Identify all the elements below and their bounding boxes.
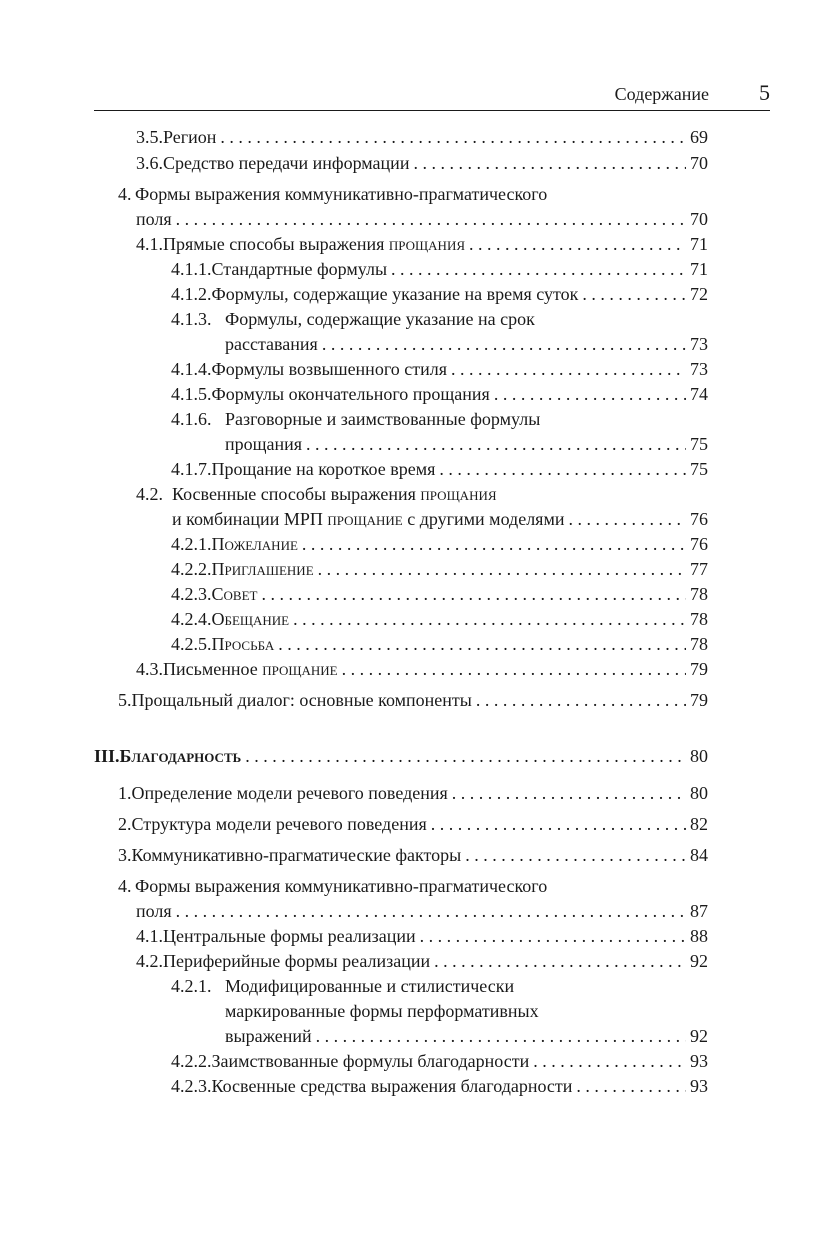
- toc-entry: [171, 532, 708, 556]
- toc-entry: [171, 557, 708, 581]
- toc-entry-title: Периферийные формы реализации: [163, 951, 431, 971]
- dot-leader: [431, 812, 686, 836]
- toc-entry-title: [172, 507, 565, 531]
- dot-leader: [469, 232, 686, 256]
- toc-entry-page: 74: [690, 384, 708, 404]
- toc-entry: [225, 432, 708, 456]
- toc-entry: [225, 332, 708, 356]
- toc-entry-title: поля: [136, 901, 172, 921]
- dot-leader: [176, 899, 686, 923]
- dot-leader: [533, 1049, 686, 1073]
- toc-entry-number: 4.: [118, 876, 132, 896]
- toc-entry-title: Модифицированные и стилистически: [225, 976, 515, 996]
- toc-entry-title-text: и комбинации МРП: [172, 509, 323, 529]
- toc-entry-number: 4.2.4.: [171, 609, 212, 629]
- toc-entry-title-text: с другими моделями: [407, 509, 565, 529]
- toc-entry-title: Приглашение: [211, 559, 314, 579]
- toc-entry-title: Косвенные способы выражения: [172, 484, 416, 504]
- toc-entry-number: 4.2.1.: [171, 976, 212, 996]
- toc-entry-number: 4.1.6.: [171, 409, 212, 429]
- running-header-section: Содержание: [614, 84, 709, 104]
- toc-entry-page: 70: [690, 209, 708, 229]
- toc-entry-title: выражений: [225, 1026, 312, 1046]
- toc-entry-page: 92: [690, 951, 708, 971]
- toc-entry-title-text: Письменное: [163, 659, 258, 679]
- page-number: 5: [759, 80, 770, 105]
- toc-entry-title: Заимствованные формулы благодарности: [211, 1051, 530, 1071]
- toc-entry-page: 71: [690, 259, 708, 279]
- toc-entry-page: 78: [690, 634, 708, 654]
- toc-entry-number: 4.2.3.: [171, 1076, 212, 1096]
- toc-entry-title: Пожелание: [211, 534, 298, 554]
- dot-leader: [220, 125, 686, 149]
- toc-entry-line: [171, 307, 535, 331]
- toc-entry-page: 82: [690, 814, 708, 834]
- toc-entry-title: Регион: [163, 127, 217, 147]
- toc-entry-number: 4.1.5.: [171, 384, 212, 404]
- toc-entry-title-text: Прямые способы выражения: [163, 234, 385, 254]
- toc-entry-title: Стандартные формулы: [211, 259, 388, 279]
- toc-entry-page: 92: [690, 1026, 708, 1046]
- dot-leader: [569, 507, 687, 531]
- toc-entry-title: [163, 232, 465, 256]
- toc-entry: [171, 357, 708, 381]
- dot-leader: [451, 357, 686, 381]
- toc-entry-page: 75: [690, 459, 708, 479]
- toc-entry: [136, 232, 708, 256]
- toc-entry-line: [225, 999, 539, 1023]
- toc-entry-page: 78: [690, 584, 708, 604]
- toc-chapter-entry: [94, 744, 708, 768]
- toc-entry: [171, 1049, 708, 1073]
- toc-entry-title: Формулы, содержащие указание на срок: [225, 309, 535, 329]
- toc-entry: [171, 632, 708, 656]
- dot-leader: [306, 432, 686, 456]
- toc-entry-page: 76: [690, 534, 708, 554]
- toc-entry-title: Разговорные и заимствованные формулы: [225, 409, 541, 429]
- toc-entry: [171, 382, 708, 406]
- toc-entry-title: Прощание на короткое время: [211, 459, 436, 479]
- dot-leader: [494, 382, 686, 406]
- toc-entry: [171, 282, 708, 306]
- toc-entry-number: 4.2.2.: [171, 559, 212, 579]
- toc-entry-title: Обещание: [211, 609, 290, 629]
- toc-entry-line: [136, 482, 497, 506]
- toc-entry-line: [118, 874, 547, 898]
- toc-entry-page: 70: [690, 153, 708, 173]
- toc-entry-page: 79: [690, 690, 708, 710]
- toc-entry: [171, 257, 708, 281]
- toc-entry-title: Формы выражения коммуникативно-прагматического: [135, 876, 548, 896]
- dot-leader: [452, 781, 686, 805]
- toc-entry: [118, 812, 708, 836]
- toc-entry-page: 75: [690, 434, 708, 454]
- toc-entry-page: 73: [690, 359, 708, 379]
- toc-entry-number: 4.1.7.: [171, 459, 212, 479]
- toc-entry-number: 5.: [118, 690, 132, 710]
- toc-entry-title: Формулы окончательного прощания: [211, 384, 490, 404]
- toc-entry-title: Косвенные средства выражения благодарности: [211, 1076, 573, 1096]
- toc-entry-page: 84: [690, 845, 708, 865]
- toc-entry-page: 93: [690, 1051, 708, 1071]
- toc-entry: [136, 657, 708, 681]
- dot-leader: [342, 657, 686, 681]
- toc-entry-number: 2.: [118, 814, 132, 834]
- dot-leader: [316, 1024, 686, 1048]
- toc-entry: [171, 1074, 708, 1098]
- toc-entry-title: Просьба: [211, 634, 275, 654]
- toc-entry-title: Средство передачи информации: [163, 153, 410, 173]
- toc-entry-page: 69: [690, 127, 708, 147]
- toc-entry-number: 4.1.2.: [171, 284, 212, 304]
- toc-entry-number: 4.2.1.: [171, 534, 212, 554]
- toc-entry: [136, 899, 708, 923]
- dot-leader: [439, 457, 686, 481]
- toc-entry-number: 1.: [118, 783, 132, 803]
- dot-leader: [476, 688, 686, 712]
- toc-entry: [136, 207, 708, 231]
- toc-entry-title-smallcaps: прощание: [327, 509, 403, 529]
- toc-entry-title: Центральные формы реализации: [163, 926, 416, 946]
- toc-entry-page: 93: [690, 1076, 708, 1096]
- toc-entry-page: 76: [690, 509, 708, 529]
- dot-leader: [413, 151, 686, 175]
- toc-entry: [118, 843, 708, 867]
- running-header: [94, 80, 770, 111]
- toc-entry-title: Благодарность: [119, 746, 242, 766]
- toc-entry: [136, 151, 708, 175]
- dot-leader: [245, 744, 686, 768]
- toc-entry: [136, 949, 708, 973]
- toc-entry: [118, 688, 708, 712]
- toc-entry-title-smallcaps: прощание: [262, 659, 338, 679]
- dot-leader: [582, 282, 686, 306]
- toc-entry-title-smallcaps: прощания: [420, 484, 497, 504]
- toc-entry-title: Прощальный диалог: основные компоненты: [131, 690, 472, 710]
- toc-entry: [172, 507, 708, 531]
- dot-leader: [318, 557, 686, 581]
- toc-entry-title: Коммуникативно-прагматические факторы: [131, 845, 462, 865]
- toc-entry-page: 79: [690, 659, 708, 679]
- toc-entry: [225, 1024, 708, 1048]
- toc-entry-number: 4.3.: [136, 659, 163, 679]
- toc-entry-title: Определение модели речевого поведения: [131, 783, 448, 803]
- dot-leader: [391, 257, 686, 281]
- toc-entry-number: 4.1.1.: [171, 259, 212, 279]
- toc-entry: [171, 607, 708, 631]
- dot-leader: [302, 532, 686, 556]
- toc-entry-page: 80: [690, 746, 708, 766]
- toc-entry-title: Формулы, содержащие указание на время суток: [211, 284, 579, 304]
- toc-entry-title: [163, 657, 338, 681]
- dot-leader: [261, 582, 686, 606]
- toc-entry: [136, 125, 708, 149]
- toc-entry-number: 4.: [118, 184, 132, 204]
- toc-entry-page: 78: [690, 609, 708, 629]
- toc-entry-page: 72: [690, 284, 708, 304]
- toc-entry: [136, 924, 708, 948]
- toc-entry-number: 4.2.: [136, 484, 163, 504]
- toc-entry-title: расставания: [225, 334, 318, 354]
- toc-entry-title: Совет: [211, 584, 258, 604]
- toc-entry-page: 88: [690, 926, 708, 946]
- toc-entry-title: поля: [136, 209, 172, 229]
- toc-entry-title-smallcaps: прощания: [388, 234, 466, 254]
- toc-entry-title: Формулы возвышенного стиля: [211, 359, 448, 379]
- toc-entry-title: маркированные формы перформативных: [225, 1001, 539, 1021]
- dot-leader: [576, 1074, 686, 1098]
- toc-entry-page: 71: [690, 234, 708, 254]
- toc-entry-title: Формы выражения коммуникативно-прагматического: [135, 184, 548, 204]
- dot-leader: [278, 632, 686, 656]
- toc-entry: [118, 781, 708, 805]
- dot-leader: [465, 843, 686, 867]
- toc-entry-number: 3.: [118, 845, 132, 865]
- toc-entry-line: [118, 182, 547, 206]
- toc-entry-number: III.: [94, 746, 120, 766]
- toc-entry: [171, 457, 708, 481]
- toc-entry: [171, 582, 708, 606]
- toc-entry-number: 4.1.: [136, 234, 163, 254]
- toc-entry-page: 80: [690, 783, 708, 803]
- toc-entry-title: Структура модели речевого поведения: [131, 814, 427, 834]
- dot-leader: [293, 607, 686, 631]
- dot-leader: [434, 949, 686, 973]
- toc-entry-number: 4.1.: [136, 926, 163, 946]
- toc-entry-page: 73: [690, 334, 708, 354]
- toc-entry-number: 4.1.3.: [171, 309, 212, 329]
- toc-entry-number: 4.1.4.: [171, 359, 212, 379]
- dot-leader: [420, 924, 686, 948]
- toc-entry-number: 3.6.: [136, 153, 163, 173]
- toc-entry-number: 4.2.2.: [171, 1051, 212, 1071]
- toc-entry-number: 4.2.: [136, 951, 163, 971]
- toc-entry-page: 87: [690, 901, 708, 921]
- toc-entry-number: 3.5.: [136, 127, 163, 147]
- toc-entry-number: 4.2.5.: [171, 634, 212, 654]
- toc-entry-title: прощания: [225, 434, 303, 454]
- toc-entry-number: 4.2.3.: [171, 584, 212, 604]
- dot-leader: [322, 332, 686, 356]
- dot-leader: [176, 207, 686, 231]
- toc-entry-line: [171, 974, 514, 998]
- toc-entry-page: 77: [690, 559, 708, 579]
- toc-entry-line: [171, 407, 540, 431]
